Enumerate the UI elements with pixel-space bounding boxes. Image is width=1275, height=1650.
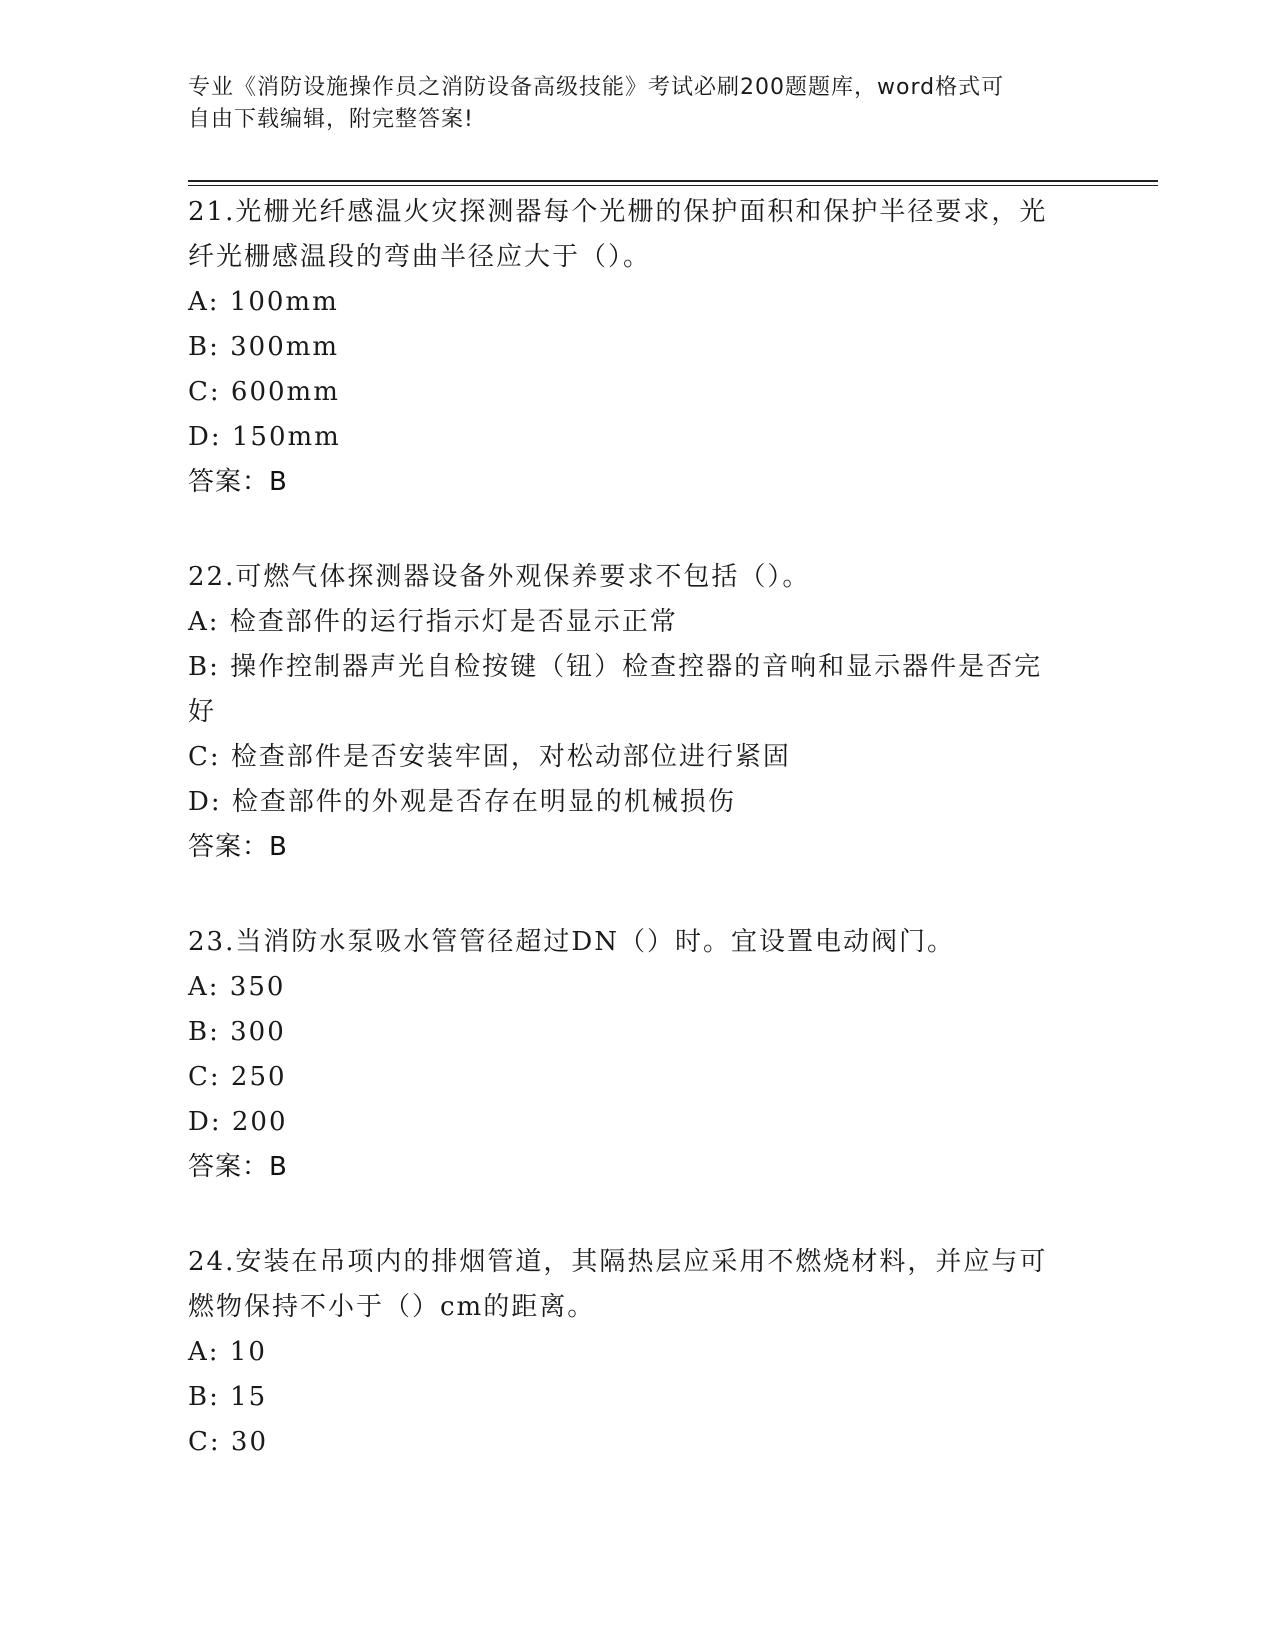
question-stem-line: 21.光栅光纤感温火灾探测器每个光栅的保护面积和保护半径要求，光 <box>188 197 1048 227</box>
option-a: A: 350 <box>188 972 286 1002</box>
question-22 <box>188 555 1088 870</box>
document-header <box>188 72 1068 136</box>
header-line-1: 专业《消防设施操作员之消防设备高级技能》考试必刷200题题库，word格式可 <box>188 75 1005 100</box>
question-21 <box>188 190 1088 505</box>
question-23 <box>188 920 1088 1190</box>
header-divider-thick <box>188 180 1158 182</box>
option-a: A: 100mm <box>188 287 339 317</box>
answer-line: 答案：B <box>188 467 288 497</box>
option-c: C: 250 <box>188 1062 287 1092</box>
option-b: B: 15 <box>188 1382 268 1412</box>
question-stem-line: 22.可燃气体探测器设备外观保养要求不包括（）。 <box>188 562 811 592</box>
question-24 <box>188 1240 1088 1465</box>
header-line-2: 自由下载编辑，附完整答案! <box>188 107 474 132</box>
question-stem-line: 24.安装在吊项内的排烟管道，其隔热层应采用不燃烧材料，并应与可 <box>188 1247 1048 1277</box>
answer-line: 答案：B <box>188 1152 288 1182</box>
option-a: A: 检查部件的运行指示灯是否显示正常 <box>188 607 678 637</box>
option-c: C: 30 <box>188 1427 269 1457</box>
question-stem-line: 23.当消防水泵吸水管管径超过DN（）时。宜设置电动阀门。 <box>188 927 955 957</box>
answer-line: 答案：B <box>188 832 288 862</box>
header-divider-thin <box>188 185 1158 186</box>
option-b-continued: 好 <box>188 697 217 727</box>
option-d: D: 检查部件的外观是否存在明显的机械损伤 <box>188 787 736 817</box>
option-c: C: 检查部件是否安装牢固，对松动部位进行紧固 <box>188 742 791 772</box>
option-b: B: 300 <box>188 1017 286 1047</box>
option-c: C: 600mm <box>188 377 340 407</box>
question-stem-line: 纤光栅感温段的弯曲半径应大于（）。 <box>188 242 652 272</box>
option-d: D: 150mm <box>188 422 341 452</box>
option-a: A: 10 <box>188 1337 267 1367</box>
question-stem-line: 燃物保持不小于（）cm的距离。 <box>188 1292 596 1322</box>
option-b: B: 300mm <box>188 332 340 362</box>
question-list <box>188 190 1088 1515</box>
option-d: D: 200 <box>188 1107 288 1137</box>
option-b: B: 操作控制器声光自检按键（钮）检查控器的音响和显示器件是否完 <box>188 652 1043 682</box>
